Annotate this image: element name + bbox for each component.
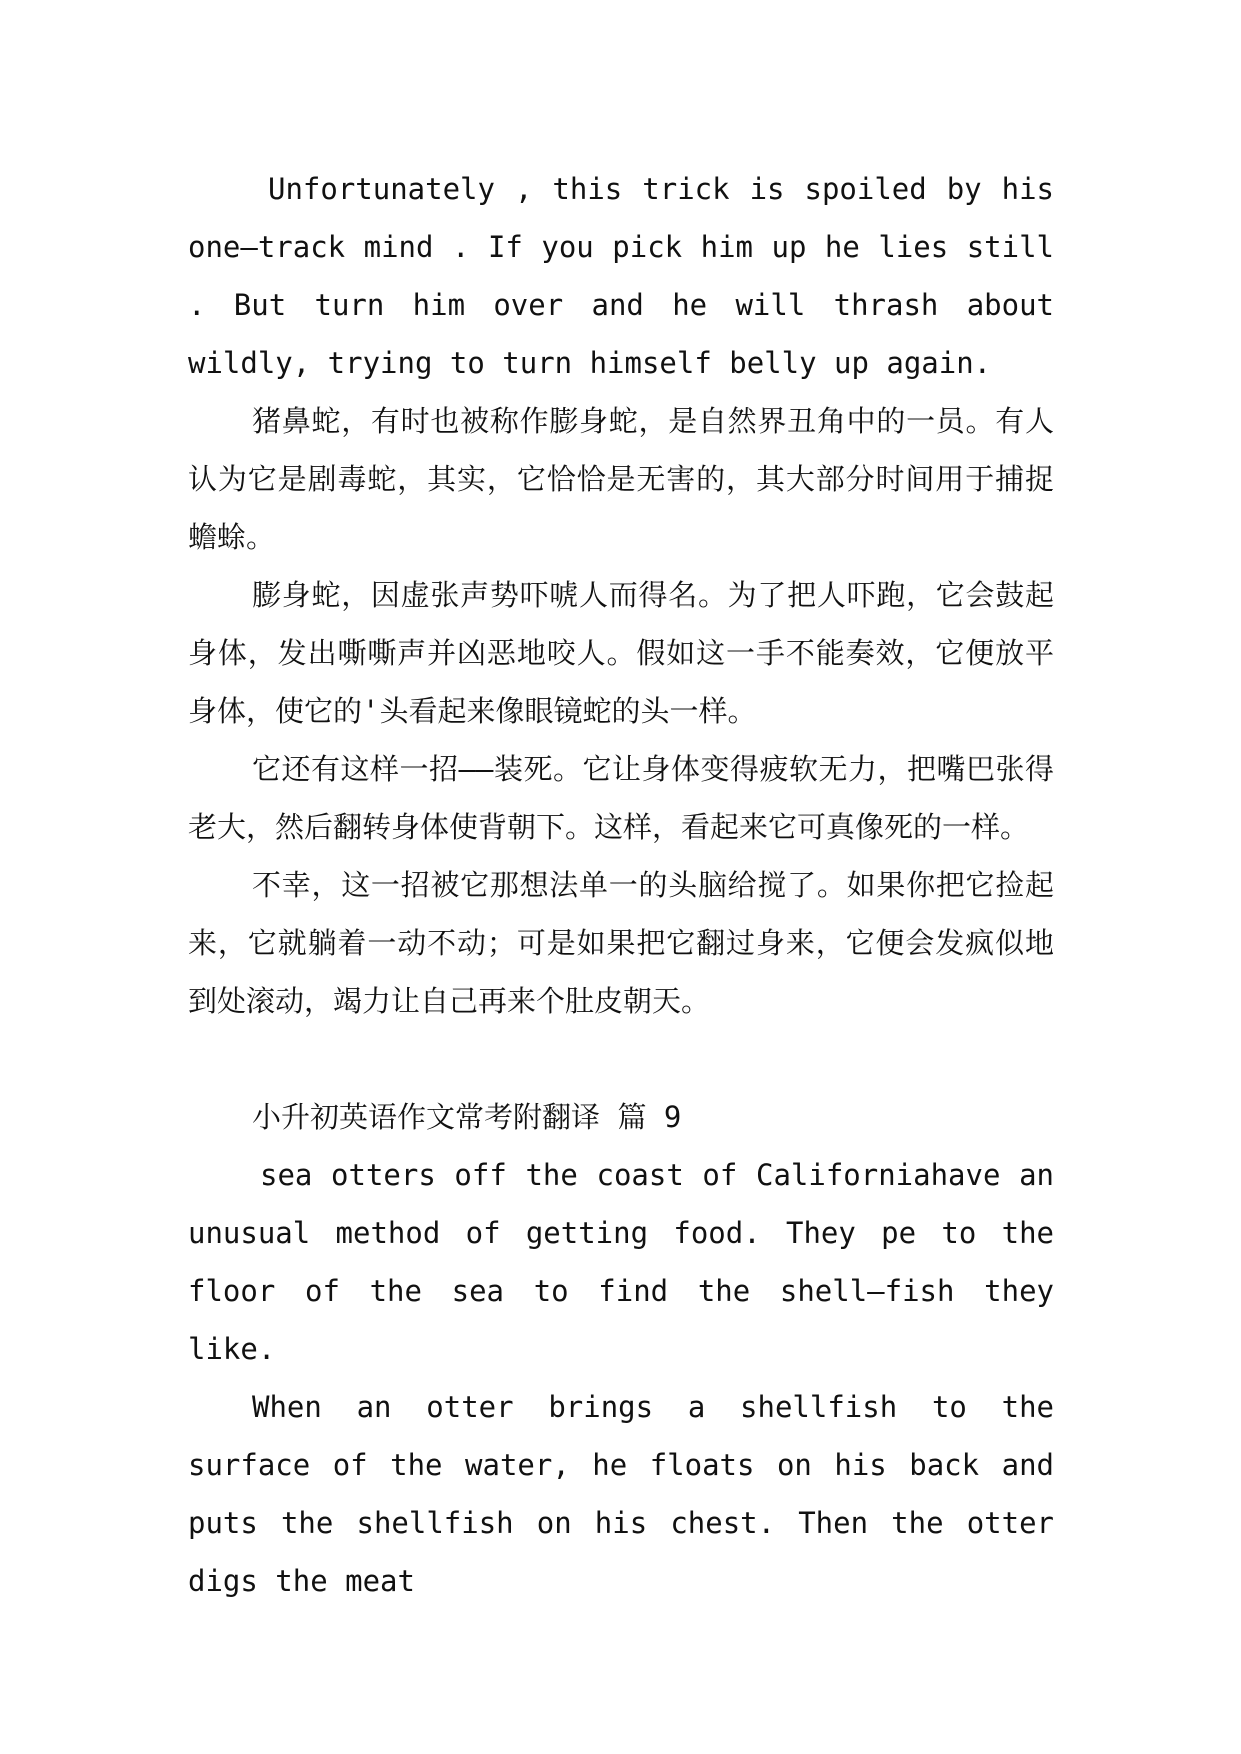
section-heading: 小升初英语作文常考附翻译 篇 9 <box>252 1100 682 1134</box>
paragraph-hognose-playdead: 它还有这样一招——装死。它让身体变得疲软无力，把嘴巴张得老大，然后翻转身体使背朝下。这样，看起来它可真像死的一样。 <box>188 752 1054 844</box>
paragraph-otter-shellfish: When an otter brings a shellfish to the surface of the water, he floats on his back and puts the shellfish on his chest. Then the otter digs the meat <box>188 1390 1054 1598</box>
document-page <box>188 160 1054 1610</box>
paragraph-hognose-intro: 猪鼻蛇，有时也被称作膨身蛇，是自然界丑角中的一员。有人认为它是剧毒蛇，其实，它恰恰是无害的，其大部分时间用于捕捉蟾蜍。 <box>188 404 1054 554</box>
paragraph-sea-otters: sea otters off the coast of Californiahave an unusual method of getting food. They pe to the floor of the sea to find the shell—fish they like. <box>188 1158 1054 1366</box>
paragraph-hognose-unfortunate: 不幸，这一招被它那想法单一的头脑给搅了。如果你把它捡起来，它就躺着一动不动；可是如果把它翻过身来，它便会发疯似地到处滚动，竭力让自己再来个肚皮朝天。 <box>188 868 1054 1018</box>
paragraph-hognose-bluff: 膨身蛇，因虚张声势吓唬人而得名。为了把人吓跑，它会鼓起身体，发出嘶嘶声并凶恶地咬人。假如这一手不能奏效，它便放平身体，使它的'头看起来像眼镜蛇的头一样。 <box>188 578 1054 728</box>
section-spacer <box>188 1030 1054 1088</box>
paragraph-english-trick: Unfortunately , this trick is spoiled by his one—track mind . If you pick him up he lies still . But turn him over and he will thrash about wildly, trying to turn himself belly up again. <box>188 172 1054 380</box>
